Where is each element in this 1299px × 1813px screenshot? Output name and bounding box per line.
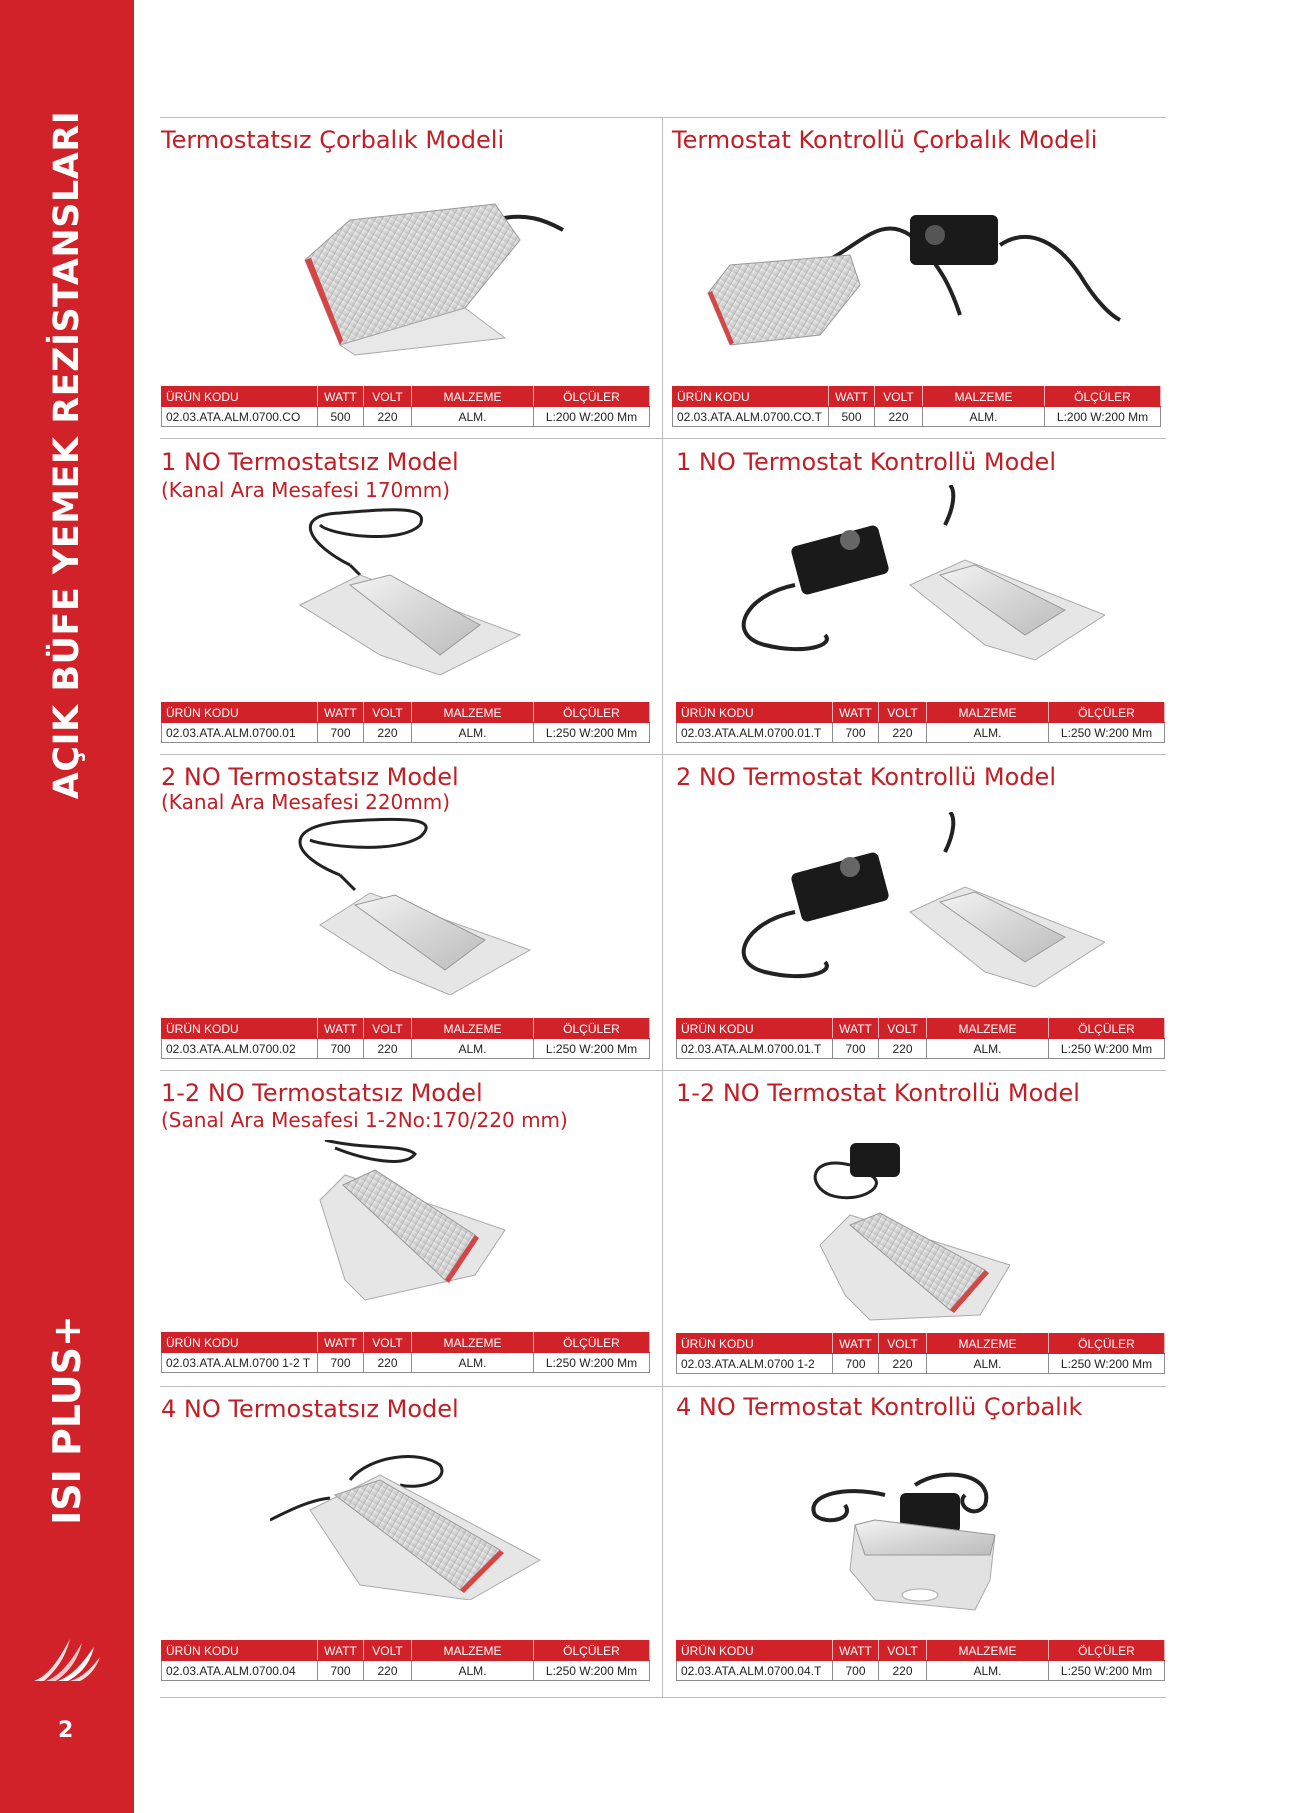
product-title: 2 NO Termostat Kontrollü Model (676, 763, 1056, 791)
volt-value: 220 (879, 1354, 927, 1374)
header-watt: WATT (318, 1641, 364, 1661)
dimensions-value: L:200 W:200 Mm (1045, 407, 1161, 427)
material-value: ALM. (412, 1039, 534, 1059)
header-volt: VOLT (879, 1019, 927, 1039)
product-code: 02.03.ATA.ALM.0700.01 (162, 723, 318, 743)
product-subtitle: (Kanal Ara Mesafesi 170mm) (161, 478, 451, 502)
product-code: 02.03.ATA.ALM.0700.01.T (677, 1039, 833, 1059)
product-title: 4 NO Termostat Kontrollü Çorbalık (676, 1393, 1083, 1421)
spec-table (676, 1018, 1165, 1059)
header-watt: WATT (318, 703, 364, 723)
product-code: 02.03.ATA.ALM.0700.CO (162, 407, 318, 427)
header-material: MALZEME (412, 1641, 534, 1661)
spec-table (672, 386, 1161, 427)
volt-value: 220 (879, 723, 927, 743)
header-volt: VOLT (879, 1334, 927, 1354)
material-value: ALM. (927, 1354, 1049, 1374)
product-subtitle: (Sanal Ara Mesafesi 1-2No:170/220 mm) (161, 1108, 568, 1132)
header-code: ÜRÜN KODU (162, 387, 318, 407)
product-code: 02.03.ATA.ALM.0700 1-2 (677, 1354, 833, 1374)
header-volt: VOLT (879, 1641, 927, 1661)
watt-value: 700 (833, 1039, 879, 1059)
volt-value: 220 (879, 1039, 927, 1059)
product-title: Termostat Kontrollü Çorbalık Modeli (672, 126, 1098, 154)
product-image (810, 1135, 1010, 1325)
spec-table (676, 1333, 1165, 1374)
header-dimensions: ÖLÇÜLER (1049, 1334, 1165, 1354)
dimensions-value: L:250 W:200 Mm (534, 1039, 650, 1059)
header-watt: WATT (833, 1334, 879, 1354)
spec-table (161, 1018, 650, 1059)
header-material: MALZEME (412, 1333, 534, 1353)
volt-value: 220 (364, 1039, 412, 1059)
product-code: 02.03.ATA.ALM.0700 1-2 T (162, 1353, 318, 1373)
product-title: Termostatsız Çorbalık Modeli (161, 126, 505, 154)
header-code: ÜRÜN KODU (677, 1019, 833, 1039)
product-subtitle: (Kanal Ara Mesafesi 220mm) (161, 790, 451, 814)
divider-line (160, 438, 1166, 439)
header-watt: WATT (833, 703, 879, 723)
product-image (725, 485, 1105, 675)
material-value: ALM. (412, 1353, 534, 1373)
product-image (270, 1450, 545, 1600)
watt-value: 700 (318, 1353, 364, 1373)
dimensions-value: L:250 W:200 Mm (534, 1353, 650, 1373)
dimensions-value: L:250 W:200 Mm (1049, 1039, 1165, 1059)
spec-table (676, 1640, 1165, 1681)
product-code: 02.03.ATA.ALM.0700.04.T (677, 1661, 833, 1681)
divider-line (160, 117, 1166, 118)
header-dimensions: ÖLÇÜLER (1049, 1641, 1165, 1661)
header-watt: WATT (318, 387, 364, 407)
product-code: 02.03.ATA.ALM.0700.01.T (677, 723, 833, 743)
header-material: MALZEME (927, 1019, 1049, 1039)
header-code: ÜRÜN KODU (162, 1641, 318, 1661)
product-title: 4 NO Termostatsız Model (161, 1395, 459, 1423)
product-image (295, 190, 575, 370)
header-material: MALZEME (412, 703, 534, 723)
header-material: MALZEME (923, 387, 1045, 407)
header-volt: VOLT (364, 1333, 412, 1353)
header-dimensions: ÖLÇÜLER (1045, 387, 1161, 407)
header-dimensions: ÖLÇÜLER (534, 387, 650, 407)
product-title: 1-2 NO Termostat Kontrollü Model (676, 1079, 1080, 1107)
header-volt: VOLT (364, 703, 412, 723)
product-title: 2 NO Termostatsız Model (161, 763, 459, 791)
volt-value: 220 (879, 1661, 927, 1681)
divider-line (160, 754, 1166, 755)
watt-value: 700 (833, 1354, 879, 1374)
spec-table (676, 702, 1165, 743)
material-value: ALM. (412, 1661, 534, 1681)
volt-value: 220 (875, 407, 923, 427)
material-value: ALM. (412, 407, 534, 427)
product-image (700, 205, 1160, 355)
flame-logo-icon (30, 1635, 102, 1685)
spec-table (161, 1640, 650, 1681)
header-dimensions: ÖLÇÜLER (534, 1333, 650, 1353)
product-image (805, 1465, 1035, 1625)
header-volt: VOLT (875, 387, 923, 407)
product-code: 02.03.ATA.ALM.0700.04 (162, 1661, 318, 1681)
header-volt: VOLT (364, 1641, 412, 1661)
dimensions-value: L:250 W:200 Mm (534, 723, 650, 743)
header-watt: WATT (829, 387, 875, 407)
header-volt: VOLT (364, 1019, 412, 1039)
spec-table (161, 1332, 650, 1373)
watt-value: 700 (318, 1661, 364, 1681)
header-volt: VOLT (364, 387, 412, 407)
header-watt: WATT (833, 1641, 879, 1661)
divider-line (160, 1697, 1166, 1698)
material-value: ALM. (923, 407, 1045, 427)
header-dimensions: ÖLÇÜLER (534, 1641, 650, 1661)
header-material: MALZEME (927, 1641, 1049, 1661)
material-value: ALM. (927, 1661, 1049, 1681)
header-watt: WATT (318, 1019, 364, 1039)
material-value: ALM. (927, 723, 1049, 743)
header-material: MALZEME (412, 1019, 534, 1039)
product-image (280, 815, 540, 995)
header-code: ÜRÜN KODU (677, 1334, 833, 1354)
header-material: MALZEME (927, 1334, 1049, 1354)
volt-value: 220 (364, 407, 412, 427)
product-code: 02.03.ATA.ALM.0700.CO.T (673, 407, 829, 427)
watt-value: 700 (833, 723, 879, 743)
watt-value: 700 (833, 1661, 879, 1681)
column-divider (662, 117, 663, 1697)
product-image (725, 812, 1105, 1002)
watt-value: 700 (318, 1039, 364, 1059)
header-watt: WATT (318, 1333, 364, 1353)
header-code: ÜRÜN KODU (673, 387, 829, 407)
sidebar (0, 0, 134, 1813)
header-material: MALZEME (927, 703, 1049, 723)
header-code: ÜRÜN KODU (162, 1333, 318, 1353)
product-code: 02.03.ATA.ALM.0700.02 (162, 1039, 318, 1059)
dimensions-value: L:250 W:200 Mm (1049, 1354, 1165, 1374)
divider-line (160, 1070, 1166, 1071)
header-code: ÜRÜN KODU (677, 1641, 833, 1661)
material-value: ALM. (927, 1039, 1049, 1059)
dimensions-value: L:250 W:200 Mm (1049, 723, 1165, 743)
volt-value: 220 (364, 1353, 412, 1373)
page-number: 2 (58, 1718, 74, 1743)
dimensions-value: L:250 W:200 Mm (534, 1661, 650, 1681)
header-volt: VOLT (879, 703, 927, 723)
header-watt: WATT (833, 1019, 879, 1039)
sidebar-title: AÇIK BÜFE YEMEK REZİSTANSLARI (47, 110, 87, 800)
watt-value: 500 (318, 407, 364, 427)
header-code: ÜRÜN KODU (162, 1019, 318, 1039)
product-title: 1 NO Termostatsız Model (161, 448, 459, 476)
material-value: ALM. (412, 723, 534, 743)
product-title: 1-2 NO Termostatsız Model (161, 1079, 483, 1107)
volt-value: 220 (364, 1661, 412, 1681)
watt-value: 500 (829, 407, 875, 427)
header-code: ÜRÜN KODU (677, 703, 833, 723)
volt-value: 220 (364, 723, 412, 743)
dimensions-value: L:250 W:200 Mm (1049, 1661, 1165, 1681)
header-dimensions: ÖLÇÜLER (1049, 703, 1165, 723)
product-image (290, 505, 540, 685)
product-image (305, 1140, 525, 1325)
divider-line (160, 1386, 1166, 1387)
header-material: MALZEME (412, 387, 534, 407)
header-dimensions: ÖLÇÜLER (534, 1019, 650, 1039)
dimensions-value: L:200 W:200 Mm (534, 407, 650, 427)
spec-table (161, 386, 650, 427)
brand-name: ISI PLUS+ (45, 1315, 89, 1525)
header-dimensions: ÖLÇÜLER (534, 703, 650, 723)
product-title: 1 NO Termostat Kontrollü Model (676, 448, 1056, 476)
header-dimensions: ÖLÇÜLER (1049, 1019, 1165, 1039)
watt-value: 700 (318, 723, 364, 743)
spec-table (161, 702, 650, 743)
header-code: ÜRÜN KODU (162, 703, 318, 723)
